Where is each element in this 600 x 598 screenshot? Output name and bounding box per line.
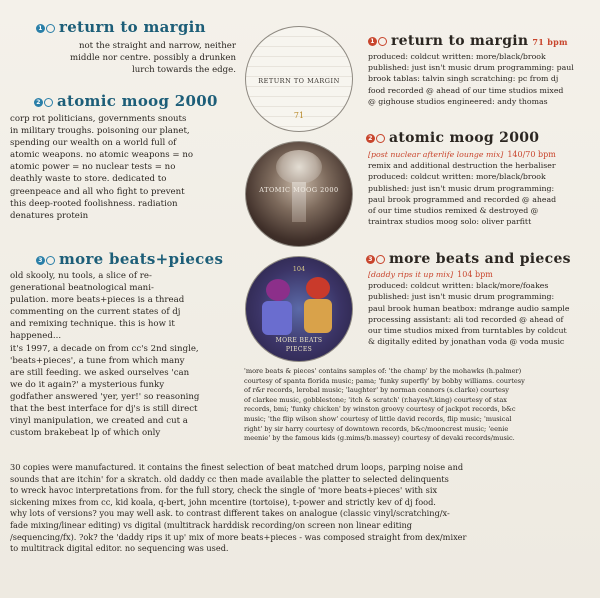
left-heading-more-beats: 3 more beats+pieces	[36, 250, 223, 268]
credits-more-beats: [daddy rips it up mix] 104 bpm produced: coldcut written: black/more/foakes published: just isn't music drum programming: paul brook human beatbox: mdrange audio sample processing assistant: ali tod recorded @ ahead of our time studios mixed from turntables by coldcut & digitally edited by jonathan voda @ voda music	[368, 270, 570, 347]
left-text-atomic-moog: corp rot politicians, governments snouts in military troughs. poisoning our planet, spending our wealth on a world full of atomic weapons. no atomic weapons = no atomic power = no nuclear tests = no deathly waste to store. dedicated to greenpeace and all who fight to prevent this deep-rooted foolishness. radiation denatures protein	[10, 114, 194, 221]
left-heading-atomic-moog: 2 atomic moog 2000	[34, 92, 218, 110]
disc-return-to-margin	[245, 26, 353, 132]
left-text-more-beats: old skooly, nu tools, a slice of re- generational beatnological mani- pulation. more beats+pieces is a thread commenting on the current states of dj and remixing technique. this is how it happened... it's 1997, a decade on from cc's 2nd single, 'beats+pieces', a tune from which many are still feeding. we asked ourselves 'can we do it again?' a mysterious funky godfather answered 'yer, yer!' so reasoning that the best interface for dj's is still direct vinyl manipulation, we created and cut a custom brakebeat lp of which only	[10, 271, 200, 439]
disc-label: PIECES	[285, 346, 313, 353]
right-heading-atomic-moog: 2 atomic moog 2000	[366, 130, 539, 146]
mushroom-cloud-image	[276, 150, 322, 184]
disc-atomic-moog	[245, 141, 353, 247]
footer-paragraph: 30 copies were manufactured. it contains the finest selection of beat matched drum loops, parping noise and sounds that are itchin' for a skratch. old daddy cc then made available the platter to selected delinquents to wreck havoc interpretations from. for the full story, check the single of 'more beats+pieces' with six sickening mixes from cc, kid koala, q-bert, john mcentire (tortoise), t-power and strictly kev of dj food. why lots of versions? you may well ask. to contrast different takes on analogue (classic vinyl/scratching/x- fade mixing/linear editing) vs digital (multitrack harddisk recording/on screen non linear editing /sequencing/fx). ?ok? the 'daddy rips it up' mix of more beats+pieces - was composed straight from dex/mixer to multitrack digital editor. no sequencing was used.	[10, 462, 467, 554]
credits-return-to-margin: produced: coldcut written: more/black/brook published: just isn't music drum programming: paul brook tablas: talvin singh scratching: pc from dj food recorded @ ahead of our time studios mixed @ gighouse studios engineered: andy thomas	[368, 52, 574, 106]
robot-figure-right	[306, 277, 330, 299]
disc-label: ATOMIC MOOG 2000	[259, 186, 339, 194]
disc-more-beats	[245, 256, 353, 362]
disc-label: MORE BEATS	[275, 337, 323, 344]
right-heading-more-beats: 3 more beats and pieces	[366, 251, 571, 267]
disc-number: 71	[293, 111, 305, 120]
track-number-bullet: 1	[36, 24, 55, 33]
credits-atomic-moog: [post nuclear afterlife lounge mix] 140/70 bpm remix and additional destruction the herbaliser produced: coldcut written: more/black/brook published: just isn't music drum programming: paul brook programmed and recorded @ ahead of our time studios remixed & destroyed @ traintrax studios moog solo: oliver parfitt	[368, 150, 557, 227]
disc-number: 104	[292, 265, 306, 273]
left-heading-return-to-margin: 1 return to margin	[36, 18, 206, 36]
right-heading-return-to-margin: 1 return to margin 71 bpm	[368, 33, 568, 49]
disc-label: RETURN TO MARGIN	[258, 77, 340, 85]
left-text-return-to-margin: not the straight and narrow, neither middle nor centre. possibly a drunken lurch towards the edge.	[69, 41, 236, 76]
robot-figure-left	[266, 279, 290, 301]
sample-credits: 'more beats & pieces' contains samples of: 'the champ' by the mohawks (h.palmer) courtesy of spanta florida music; pama; 'funky superfly' by bobby williams. courtesy of r&r records, lerobal music; 'laughter' by norman connors (s.clarke) courtesy of clarkee music, gobblestone; 'itch & scratch' (r.hayes/t.king) courtesy of stax records, bmi; 'funky chicken' by winston groovy courtesy of jackpot records, b&c music; 'the flip wilson show' courtesy of little david records, flip music; 'musical right' by sir harry courtesy of downtown records, b&c/mooncrest music; 'eenie meenie' by the famous kids (g.mims/b.massey) courtesy of devaki records/music.	[244, 367, 525, 443]
